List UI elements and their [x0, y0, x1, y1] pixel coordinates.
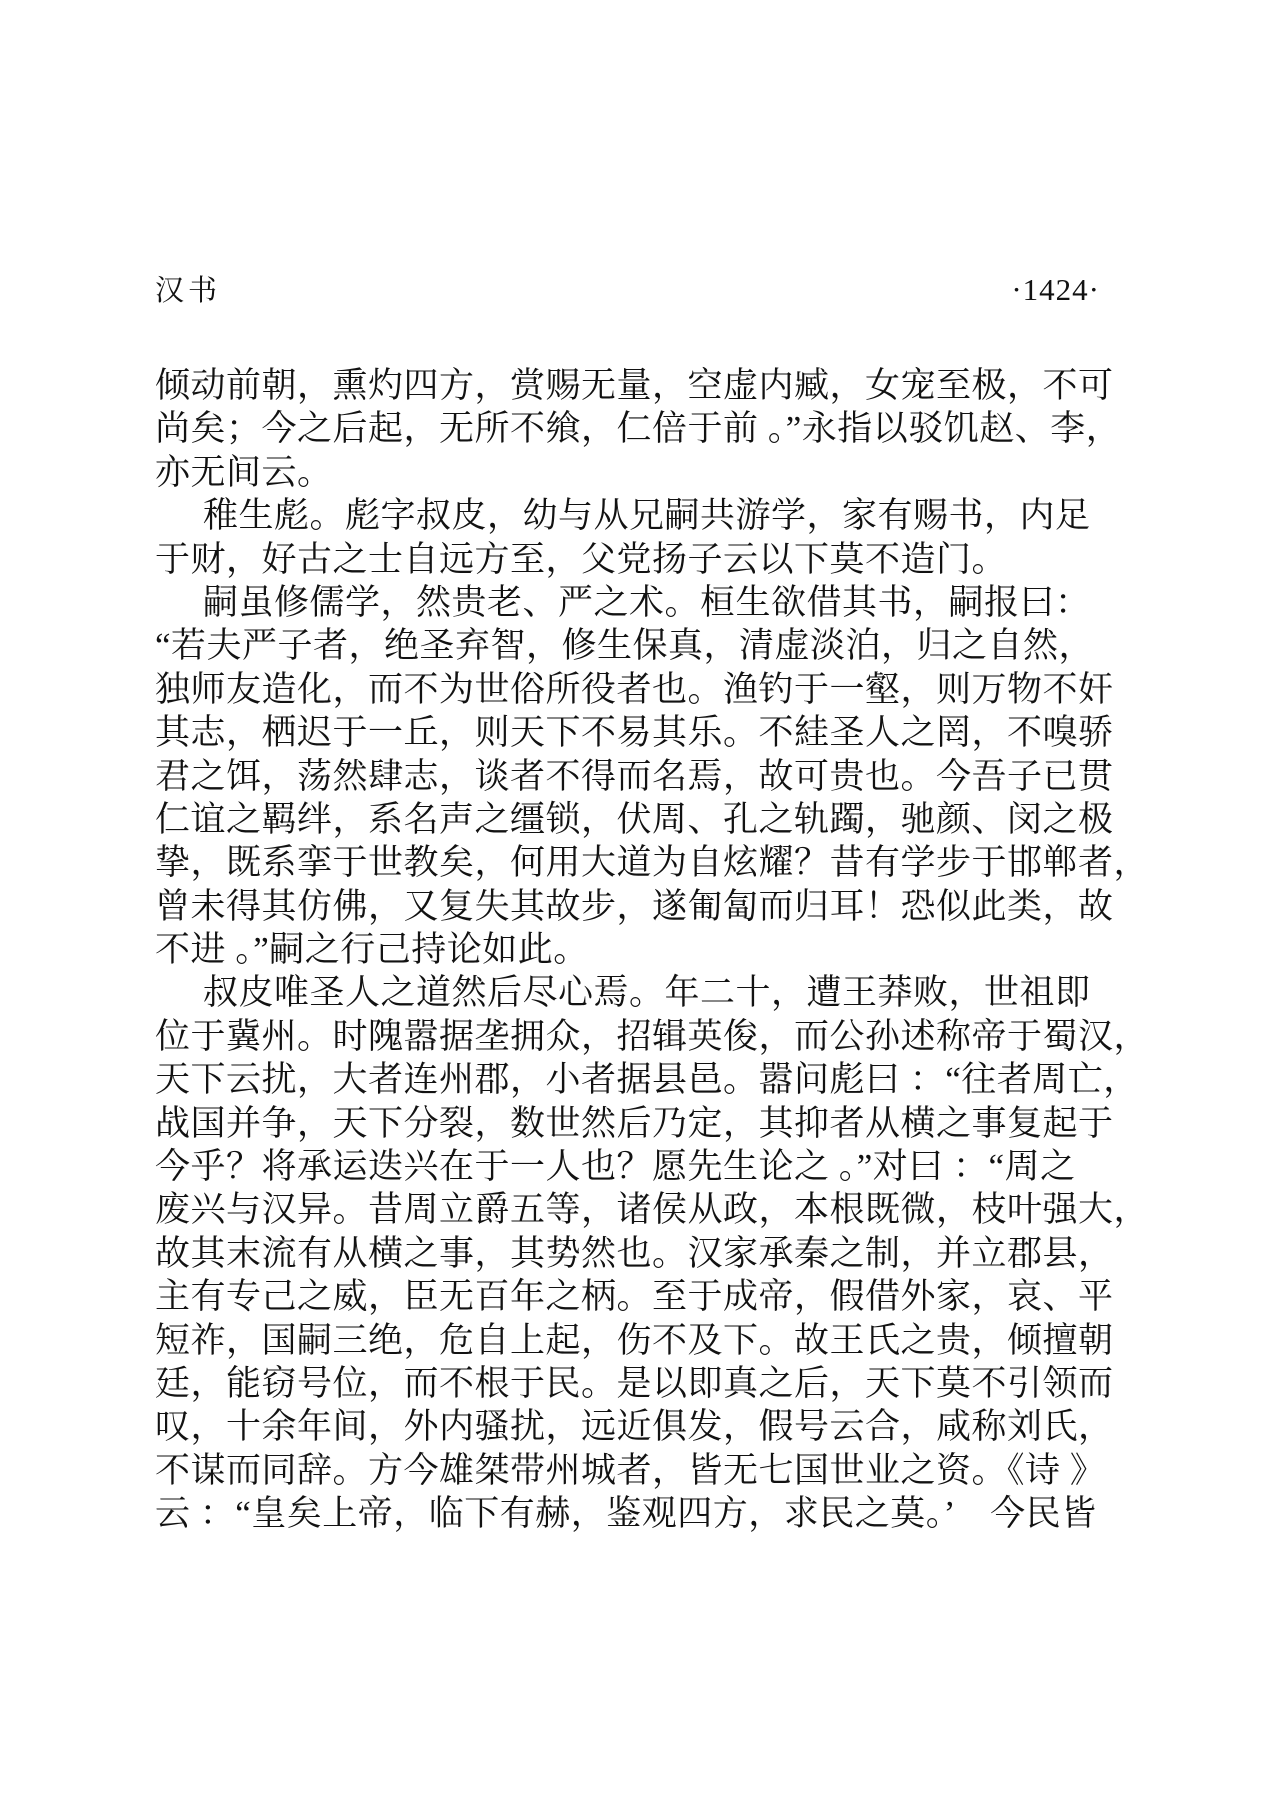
text-line: 其志，栖迟于一丘，则天下不易其乐。不絓圣人之罔，不嗅骄 [155, 713, 1114, 753]
page-number: ·1424· [1011, 272, 1100, 307]
text-line: 君之饵，荡然肆志，谈者不得而名焉，故可贵也。今吾子已贯 [155, 756, 1114, 796]
text-line: “若夫严子者，绝圣弃智，修生保真，清虚淡泊，归之自然， [155, 626, 1095, 666]
text-line: 倾动前朝，熏灼四方，赏赐无量，空虚内臧，女宠至极，不可 [155, 366, 1114, 405]
text-line: 位于冀州。时隗嚣据垄拥众，招辑英俊，而公孙述称帝于蜀汉， [155, 1016, 1150, 1056]
text-line: 不进 。”嗣之行己持论如此。 [155, 930, 589, 970]
text-line: 仁谊之羁绊，系名声之缰锁，伏周、孔之轨躅，驰颜、闵之极 [155, 799, 1114, 839]
text-line: 今乎？将承运迭兴在于一人也？愿先生论之 。”对曰 ：“周之 [155, 1147, 1076, 1187]
text-line: 短祚，国嗣三绝，危自上起，伤不及下。故王氏之贵，倾擅朝 [155, 1320, 1114, 1360]
body-text [155, 364, 1150, 1536]
text-line: 廷，能窃号位，而不根于民。是以即真之后，天下莫不引领而 [155, 1363, 1114, 1403]
page-header [155, 268, 1100, 309]
book-title: 汉书 [155, 275, 222, 307]
text-line: 叹，十余年间，外内骚扰，远近俱发，假号云合，咸称刘氏， [155, 1407, 1114, 1447]
text-line: 稚生彪。彪字叔皮，幼与从兄嗣共游学，家有赐书，内足 [203, 496, 1091, 536]
text-line: 故其末流有从横之事，其势然也。汉家承秦之制，并立郡县， [155, 1233, 1114, 1273]
text-line: 废兴与汉异。昔周立爵五等，诸侯从政，本根既微，枝叶强大， [155, 1190, 1150, 1230]
text-line: 叔皮唯圣人之道然后尽心焉。年二十，遭王莽败，世祖即 [203, 973, 1091, 1013]
text-line: 云 ：“皇矣上帝，临下有赫，鉴观四方，求民之莫。’ 今民皆 [155, 1494, 1097, 1534]
text-line: 嗣虽修儒学，然贵老、严之术。桓生欲借其书，嗣报曰： [203, 582, 1091, 622]
text-line: 天下云扰，大者连州郡，小者据县邑。嚣问彪曰 ：“往者周亡， [155, 1060, 1139, 1100]
text-line: 曾未得其仿佛，又复失其故步，遂匍匐而归耳！恐似此类，故 [155, 886, 1114, 926]
text-line: 不谋而同辞。方今雄桀带州城者，皆无七国世业之资。《诗 》 [155, 1450, 1106, 1490]
text-line: 亦无间云。 [155, 452, 333, 492]
text-line: 主有专己之威，臣无百年之柄。至于成帝，假借外家，哀、平 [155, 1277, 1114, 1317]
text-line: 尚矣；今之后起，无所不飨，仁倍于前 。”永指以驳饥赵、李， [155, 409, 1122, 449]
text-line: 战国并争，天下分裂，数世然后乃定，其抑者从横之事复起于 [155, 1103, 1114, 1143]
text-line: 挚，既系挛于世教矣，何用大道为自炫耀？昔有学步于邯郸者， [155, 843, 1150, 883]
text-line: 独师友造化，而不为世俗所役者也。渔钓于一壑，则万物不奸 [155, 669, 1114, 709]
text-line: 于财，好古之士自远方至，父党扬子云以下莫不造门。 [155, 539, 1008, 579]
